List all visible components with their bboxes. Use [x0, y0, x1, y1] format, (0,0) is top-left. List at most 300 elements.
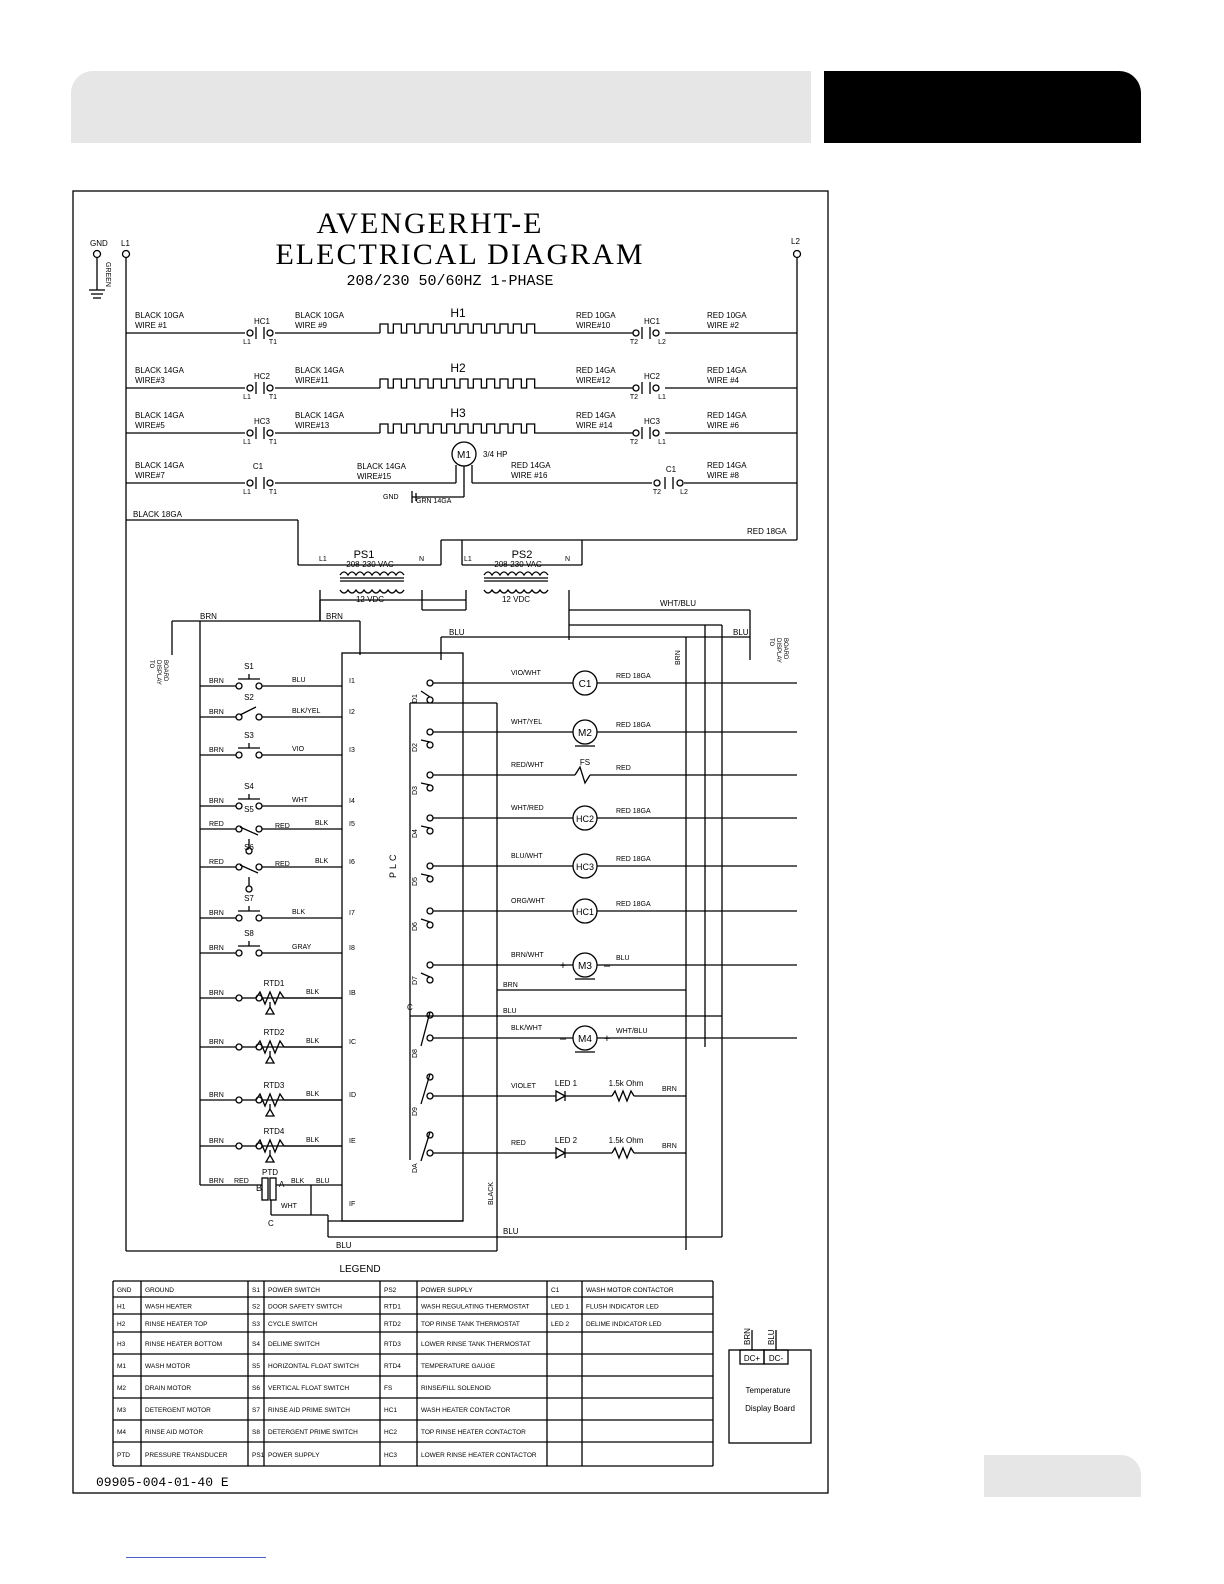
rtd-label: RTD1	[263, 979, 285, 988]
switch-s1	[238, 674, 260, 679]
wire-label: RED 14GA	[707, 366, 747, 375]
wire-label: WHT	[292, 797, 308, 804]
wire-label: RED	[275, 823, 290, 830]
wire-label: BLU	[316, 1178, 330, 1185]
terminal-label: L1	[243, 339, 251, 346]
solenoid-fs	[575, 767, 590, 783]
legend-description: RINSE HEATER TOP	[145, 1321, 208, 1328]
polarity-sign: +	[559, 960, 567, 972]
terminal-label: T1	[268, 394, 278, 401]
wire-label: BLACK 14GA	[357, 462, 406, 471]
plc-output-pin: D9	[412, 1107, 419, 1116]
wire-label: GRAY	[292, 944, 312, 951]
legend-code: S5	[252, 1363, 260, 1370]
switch-label: S6	[244, 843, 254, 852]
terminal-label: T2	[629, 394, 639, 401]
legend-code: RTD1	[384, 1303, 401, 1311]
wire-label: BLACK 14GA	[295, 411, 344, 420]
blu-bottom-label: BLU	[503, 1227, 519, 1236]
legend-code: PS2	[384, 1287, 397, 1294]
switch-s6	[240, 865, 258, 892]
wire-label: WIRE#11	[295, 376, 329, 385]
plc-output-d2	[412, 719, 797, 752]
heater-h2	[380, 379, 540, 388]
legend-code: S7	[252, 1407, 260, 1414]
legend-code: RTD4	[384, 1363, 401, 1370]
ps2-l: L1	[464, 556, 472, 563]
wire-label: RED 18GA	[616, 808, 651, 815]
wire-label: BLK/WHT	[511, 1025, 543, 1032]
to-display-label: BOARD	[782, 638, 788, 660]
plc-input-pin: I6	[349, 859, 355, 866]
contactor-label: HC1	[253, 317, 271, 326]
wire-label: BRN	[209, 678, 224, 685]
switch-label: S3	[244, 731, 254, 740]
heater-label: H2	[450, 361, 466, 375]
wire-label: WIRE #1	[135, 321, 168, 330]
ps2-vac: 208-230 VAC	[494, 560, 542, 569]
legend-description: DELIME INDICATOR LED	[586, 1321, 662, 1328]
wire-label: BLACK 10GA	[135, 311, 184, 320]
switch-s4	[238, 794, 260, 799]
terminal-label: T1	[268, 489, 278, 496]
wire-label: RED/WHT	[511, 762, 544, 769]
wire-label: RED 10GA	[576, 311, 616, 320]
wht-blu-label: WHT/BLU	[660, 599, 696, 608]
wire-label: WIRE #2	[707, 321, 740, 330]
plc-output-d6	[412, 898, 797, 931]
wire-label: BLK	[306, 989, 320, 996]
display-line1: Temperature	[745, 1386, 791, 1395]
wire-label: BRN	[209, 747, 224, 754]
wire-label: WIRE#15	[357, 472, 392, 481]
wire-label: WHT	[281, 1203, 297, 1210]
resistor	[612, 1148, 634, 1158]
to-display-label: TO	[148, 660, 154, 669]
wire-label: RED	[616, 765, 631, 772]
legend-description: RINSE/FILL SOLENOID	[421, 1385, 491, 1392]
wire-label: WIRE #8	[707, 471, 740, 480]
terminal-label: T2	[629, 439, 639, 446]
to-display-label: DISPLAY	[775, 638, 781, 663]
plc-output-d5	[412, 853, 797, 886]
plc-output-pin: D8	[412, 1049, 419, 1058]
wire-label: WIRE#3	[135, 376, 165, 385]
gnd-terminal: GND	[90, 239, 108, 248]
plc-output-d7	[412, 952, 797, 990]
legend-title: LEGEND	[339, 1264, 381, 1275]
switch-label: S2	[244, 693, 254, 702]
contactor-c1-left	[256, 477, 264, 489]
wire-label: RED 10GA	[707, 311, 747, 320]
plc-label: PLC	[388, 851, 398, 878]
display-dc-plus: DC+	[743, 1354, 761, 1363]
blu-label-right: BLU	[733, 628, 749, 637]
display-brn: BRN	[743, 1328, 752, 1345]
legend-description: CYCLE SWITCH	[268, 1321, 318, 1328]
wire-label: BRN	[662, 1086, 677, 1093]
legend-description: PRESSURE TRANSDUCER	[145, 1452, 228, 1459]
ptd-pin-b: B	[256, 1183, 263, 1193]
wire-label: WIRE #9	[295, 321, 328, 330]
contactor-hc3-right	[642, 427, 650, 439]
legend-code: RTD3	[384, 1341, 401, 1348]
legend-description: DOOR SAFETY SWITCH	[268, 1303, 342, 1311]
plc-input-pin: I3	[349, 747, 355, 754]
load-label: HC2	[575, 814, 595, 824]
wire-label: BRN	[503, 982, 518, 989]
switch-label: S1	[244, 662, 254, 671]
legend-description: WASH HEATER CONTACTOR	[421, 1407, 511, 1414]
brn-label-mid: BRN	[326, 612, 343, 621]
wire-label: BRN	[209, 1138, 224, 1145]
legend-code: S2	[252, 1303, 260, 1311]
wire-label: BRN	[209, 910, 224, 917]
resistor-label: 1.5k Ohm	[608, 1136, 644, 1145]
grn-label: GRN 14GA	[416, 498, 452, 505]
legend-description: RINSE AID MOTOR	[145, 1429, 204, 1436]
polarity-sign: –	[559, 1033, 567, 1045]
terminal-label: T1	[268, 439, 278, 446]
wire-label: BLU/WHT	[511, 853, 543, 860]
polarity-sign: +	[603, 1033, 611, 1045]
plc-output-d4	[412, 805, 797, 838]
legend-description: POWER SUPPLY	[268, 1452, 320, 1459]
legend-description: TOP RINSE TANK THERMOSTAT	[421, 1321, 520, 1328]
legend-code: FS	[384, 1385, 393, 1392]
contactor-hc3-left	[256, 427, 264, 439]
wire-label: WIRE#7	[135, 471, 165, 480]
load-label: M3	[578, 961, 592, 972]
brn-label-vertical: BRN	[675, 650, 682, 665]
wire-label: BRN/WHT	[511, 952, 544, 959]
load-label: M4	[578, 1034, 592, 1045]
legend-code: S4	[252, 1341, 260, 1348]
wire-label: BLACK 10GA	[295, 311, 344, 320]
legend-description: POWER SWITCH	[268, 1287, 320, 1294]
voltage-label: 208/230 50/60HZ 1-PHASE	[346, 273, 554, 290]
legend-description: POWER SUPPLY	[421, 1287, 473, 1294]
switch-label: S4	[244, 782, 254, 791]
wire-label: BLK	[306, 1137, 320, 1144]
legend-description: FLUSH INDICATOR LED	[586, 1303, 659, 1311]
heater-label: H1	[450, 306, 466, 320]
legend-description: TEMPERATURE GAUGE	[421, 1363, 495, 1370]
blu-label-top: BLU	[449, 628, 465, 637]
display-line2: Display Board	[745, 1404, 795, 1413]
legend-code: PTD	[117, 1452, 130, 1459]
plc-output-d8	[407, 1003, 797, 1058]
load-label: LED 2	[554, 1136, 578, 1145]
red-18ga-label: RED 18GA	[747, 527, 787, 536]
terminal-label: T2	[652, 489, 662, 496]
wire-label: BLACK 14GA	[295, 366, 344, 375]
legend-description: WASH REGULATING THERMOSTAT	[421, 1303, 530, 1311]
green-label: GREEN	[104, 262, 111, 287]
legend-code: M2	[117, 1385, 127, 1392]
ps1-name: PS1	[353, 549, 375, 561]
diagram-title: AVENGERHT-E	[316, 207, 544, 240]
wire-label: ORG/WHT	[511, 898, 545, 905]
black-label-vertical: BLACK	[488, 1182, 495, 1205]
ps2-vdc: 12 VDC	[501, 595, 531, 604]
contactor-c1-right	[665, 477, 673, 489]
doc-number: 09905-004-01-40 E	[96, 1475, 229, 1490]
contactor-label: HC3	[253, 417, 271, 426]
wire-label: RED	[234, 1178, 249, 1185]
plc-input-pin: I8	[349, 945, 355, 952]
heater-h1	[380, 324, 540, 333]
terminal-label: L1	[243, 439, 251, 446]
plc-input-pin: IC	[349, 1039, 356, 1046]
resistor-label: 1.5k Ohm	[608, 1079, 644, 1088]
wire-label: WIRE #4	[707, 376, 740, 385]
terminal-label: L1	[243, 394, 251, 401]
terminal-label: L2	[680, 489, 688, 496]
wire-label: BLK	[291, 1178, 305, 1185]
plc-input-pin: I1	[349, 678, 355, 685]
wire-label: RED 14GA	[707, 461, 747, 470]
wire-label: RED 18GA	[616, 673, 651, 680]
heater-h3	[380, 424, 540, 433]
legend-description: TOP RINSE HEATER CONTACTOR	[421, 1429, 526, 1436]
wire-label: WIRE #6	[707, 421, 740, 430]
legend-code: HC1	[384, 1407, 398, 1414]
legend-description: LOWER RINSE TANK THERMOSTAT	[421, 1341, 531, 1348]
wire-label: BRN	[662, 1143, 677, 1150]
wire-label: BRN	[209, 1039, 224, 1046]
diagram-subtitle: ELECTRICAL DIAGRAM	[275, 238, 645, 271]
plc-input-pin: I5	[349, 821, 355, 828]
load-label: C1	[578, 679, 592, 690]
switch-s8	[238, 941, 260, 946]
to-display-label: TO	[768, 638, 774, 647]
wire-label: BRN	[209, 798, 224, 805]
legend-code: LED 2	[551, 1321, 570, 1328]
terminal-label: L1	[243, 489, 251, 496]
plc-output-pin: D3	[412, 786, 419, 795]
wire-label: RED	[511, 1140, 526, 1147]
legend-description: GROUND	[145, 1287, 174, 1294]
legend-description: RINSE HEATER BOTTOM	[145, 1341, 223, 1348]
legend-code: C1	[551, 1287, 560, 1294]
legend-code: LED 1	[551, 1303, 570, 1311]
wire-label: RED 14GA	[576, 411, 616, 420]
wire-label: BLU	[616, 955, 630, 962]
contactor-label: C1	[252, 462, 264, 471]
plc-input-pin: I4	[349, 798, 355, 805]
plc-output-d3	[412, 758, 797, 795]
ptd-label: PTD	[262, 1168, 278, 1177]
switch-label: S7	[244, 894, 254, 903]
led-1	[556, 1091, 565, 1101]
legend-code: GND	[117, 1287, 132, 1294]
ptd-sensor	[262, 1178, 268, 1200]
wire-label: RED 18GA	[616, 901, 651, 908]
legend-description: HORIZONTAL FLOAT SWITCH	[268, 1363, 359, 1370]
display-dc-minus: DC-	[768, 1354, 784, 1363]
wire-label: BRN	[209, 1178, 224, 1185]
wire-label: RED	[275, 861, 290, 868]
contactor-label: C1	[665, 465, 677, 474]
black-18ga-label: BLACK 18GA	[133, 510, 182, 519]
switch-label: S5	[244, 805, 254, 814]
legend-code: S8	[252, 1429, 260, 1436]
rtd-label: RTD4	[263, 1127, 285, 1136]
plc-output-pin: D4	[412, 829, 419, 838]
wire-label: RED	[209, 859, 224, 866]
plc-output-pin: D1	[412, 694, 419, 703]
gnd-label: GND	[383, 494, 399, 501]
to-display-label: BOARD	[162, 660, 168, 682]
plc-input-pin: ID	[349, 1092, 356, 1099]
contactor-label: HC3	[643, 417, 661, 426]
terminal-label: L1	[658, 439, 666, 446]
plc-input-pin: I7	[349, 910, 355, 917]
wire-label: BLK	[292, 909, 306, 916]
wire-label: BRN	[209, 1092, 224, 1099]
wire-label: BLK	[315, 820, 329, 827]
load-label: FS	[579, 758, 591, 767]
wire-label: RED 14GA	[576, 366, 616, 375]
legend-description: WASH MOTOR	[145, 1363, 191, 1370]
wire-label: BLU	[503, 1008, 517, 1015]
load-label: M2	[578, 728, 592, 739]
load-label: LED 1	[554, 1079, 578, 1088]
wire-label: BLK	[315, 858, 329, 865]
plc-output-da	[412, 1132, 686, 1173]
wire-label: BRN	[209, 945, 224, 952]
contactor-hc1-right	[642, 327, 650, 339]
ps1-vdc: 12 VDC	[355, 595, 385, 604]
motor-m1-label: M1	[457, 450, 471, 461]
blu-bottom-label-2: BLU	[336, 1241, 352, 1250]
legend-description: RINSE AID PRIME SWITCH	[268, 1407, 350, 1414]
resistor	[612, 1091, 634, 1101]
ps1-vac: 208-230 VAC	[346, 560, 394, 569]
terminal-label: T1	[268, 339, 278, 346]
switch-label: S8	[244, 929, 254, 938]
wire-label: WIRE#12	[576, 376, 611, 385]
rtd-label: RTD2	[263, 1028, 285, 1037]
plc-input-pin: I2	[349, 709, 355, 716]
wire-label: RED 18GA	[616, 722, 651, 729]
load-label: HC1	[575, 907, 595, 917]
wire-label: RED 18GA	[616, 856, 651, 863]
plc-output-pin: DA	[412, 1163, 419, 1173]
legend-code: H2	[117, 1321, 126, 1328]
wire-label: WIRE #14	[576, 421, 613, 430]
contactor-hc1-left	[256, 327, 264, 339]
legend-description: DETERGENT MOTOR	[145, 1407, 211, 1414]
terminal-label: T2	[629, 339, 639, 346]
motor-hp-label: 3/4 HP	[483, 450, 508, 459]
switch-s3	[238, 743, 260, 748]
contactor-label: HC2	[643, 372, 661, 381]
plc-output-pin: D2	[412, 743, 419, 752]
ps1-n: N	[419, 556, 425, 563]
terminal-label: L2	[658, 339, 666, 346]
legend-code: HC2	[384, 1429, 398, 1436]
switch-s2	[240, 707, 256, 715]
wire-label: WHT/BLU	[616, 1028, 648, 1035]
legend-code: H1	[117, 1303, 126, 1311]
legend-code: M4	[117, 1429, 127, 1436]
led-2	[556, 1148, 565, 1158]
contactor-hc2-left	[256, 382, 264, 394]
plc-c-label: C	[407, 1003, 413, 1012]
display-blu: BLU	[767, 1329, 776, 1345]
wire-label: BLK	[306, 1038, 320, 1045]
wire-label: VIO	[292, 746, 305, 753]
legend-code: S3	[252, 1321, 260, 1328]
plc-output-d1	[412, 670, 797, 703]
terminal-label: L1	[658, 394, 666, 401]
legend-description: DELIME SWITCH	[268, 1341, 320, 1348]
legend-code: HC3	[384, 1452, 398, 1459]
legend-description: LOWER RINSE HEATER CONTACTOR	[421, 1452, 537, 1459]
plc-input-pin: IB	[349, 990, 356, 997]
legend-code: RTD2	[384, 1321, 401, 1328]
wire-label: BLU	[292, 677, 306, 684]
legend-description: VERTICAL FLOAT SWITCH	[268, 1385, 350, 1392]
legend-description: WASH MOTOR CONTACTOR	[586, 1287, 674, 1294]
to-display-label: DISPLAY	[155, 660, 161, 685]
legend-code: M1	[117, 1363, 127, 1370]
wire-label: BRN	[209, 990, 224, 997]
plc-box	[342, 653, 463, 1221]
ptd-pin-c: C	[268, 1219, 274, 1228]
wire-label: WIRE#10	[576, 321, 611, 330]
plc-output-pin: D7	[412, 976, 419, 985]
contactor-hc2-right	[642, 382, 650, 394]
wire-label: BLK/YEL	[292, 708, 321, 715]
wire-label: WIRE#5	[135, 421, 165, 430]
legend-code: H3	[117, 1341, 126, 1348]
plc-output-d9	[412, 1074, 686, 1116]
wire-label: BLACK 14GA	[135, 366, 184, 375]
wire-label: VIOLET	[511, 1083, 536, 1090]
wire-label: WHT/RED	[511, 805, 544, 812]
wire-label: BRN	[209, 709, 224, 716]
ps2-n: N	[565, 556, 571, 563]
plc-output-pin: D5	[412, 877, 419, 886]
legend-code: S1	[252, 1287, 260, 1294]
l2-terminal: L2	[791, 237, 800, 246]
plc-input-pin: IE	[349, 1138, 356, 1145]
rtd-label: RTD3	[263, 1081, 285, 1090]
wire-label: BLACK 14GA	[135, 411, 184, 420]
l1-terminal: L1	[121, 239, 130, 248]
wire-label: WIRE #16	[511, 471, 548, 480]
heater-label: H3	[450, 406, 466, 420]
wire-label: RED	[209, 821, 224, 828]
legend-description: WASH HEATER	[145, 1303, 192, 1311]
diagram-frame	[73, 191, 828, 1493]
ps2-name: PS2	[511, 549, 533, 561]
legend-code: PS1	[252, 1452, 265, 1459]
plc-input-pin: IF	[349, 1201, 356, 1208]
switch-s7	[238, 906, 260, 911]
legend-description: DRAIN MOTOR	[145, 1385, 192, 1392]
ptd-pin-a: A	[279, 1180, 285, 1189]
wire-label: BLK	[306, 1091, 320, 1098]
wire-label: WHT/YEL	[511, 719, 543, 726]
wire-label: VIO/WHT	[511, 670, 541, 677]
wire-label: RED 14GA	[511, 461, 551, 470]
legend-description: DETERGENT PRIME SWITCH	[268, 1429, 358, 1436]
wire-label: BLACK 14GA	[135, 461, 184, 470]
